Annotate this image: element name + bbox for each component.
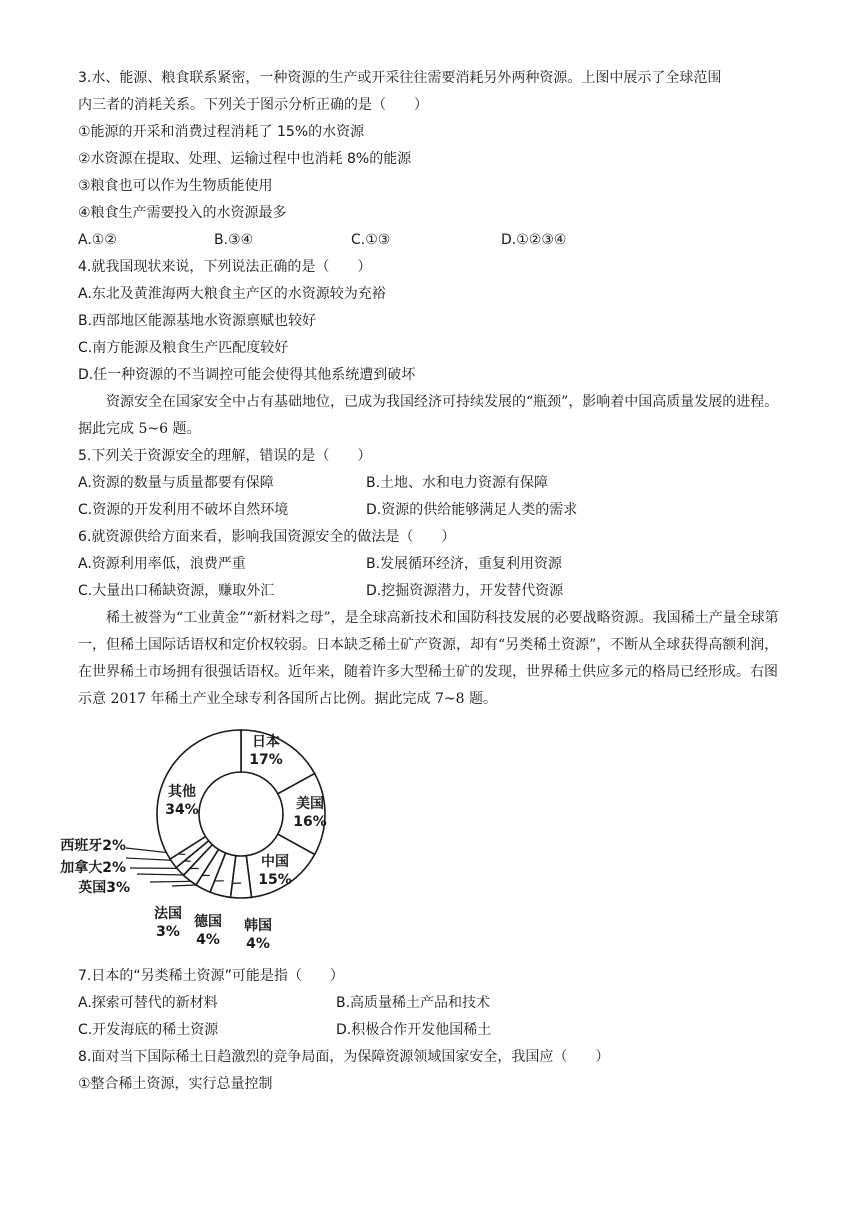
q5-option-b: B.土地、水和电力资源有保障 [366,475,549,491]
q7-stem: 7.日本的“另类稀土资源”可能是指（ ） [78,968,344,984]
q3-item-1: ①能源的开采和消费过程消耗了 15%的水资源 [78,124,365,140]
q8-stem: 8.面对当下国际稀土日趋激烈的竞争局面，为保障资源领域国家安全，我国应（ ） [78,1049,610,1065]
donut-value-4: 4% [196,932,220,948]
donut-label-0: 日本 [252,734,280,750]
q3-stem-line2: 内三者的消耗关系。下列关于图示分析正确的是（ ） [78,97,428,113]
q7-option-a: A.探索可替代的新材料 [78,995,218,1011]
donut-label-2: 中国 [261,854,289,870]
rare-earth-patent-donut-chart [60,716,370,956]
donut-value-5: 3% [156,924,180,940]
donut-value-1: 16% [293,814,327,830]
donut-label-9: 其他 [168,784,196,800]
q3-item-4: ④粮食生产需要投入的水资源最多 [78,205,287,221]
q5-stem: 5.下列关于资源安全的理解，错误的是（ ） [78,448,372,464]
donut-label-1: 美国 [296,796,324,812]
donut-label-5: 法国 [154,906,182,922]
q3-item-2: ②水资源在提取、处理、运输过程中也消耗 8%的能源 [78,151,412,167]
q4-option-d: D.任一种资源的不当调控可能会使得其他系统遭到破坏 [78,367,416,383]
donut-value-0: 17% [249,752,283,768]
q4-option-c: C.南方能源及粮食生产匹配度较好 [78,340,289,356]
passage-rare-earth: 稀土被誉为“工业黄金”“新材料之母”，是全球高新技术和国防科技发展的必要战略资源。我国稀土产量全球第一，但稀土国际话语权和定价权较弱。日本缺乏稀土矿产资源，却有“另类稀土资源”，不断从全球获得高额利润，在世界稀土市场拥有很强话语权。近年来，随着许多大型稀土矿的发现，世界稀土供应多元的格局已经形成。右图示意 2017 年稀土产业全球专利各国所占比例。据此完成 7~8 题。 [78,610,779,707]
q4-option-b: B.西部地区能源基地水资源禀赋也较好 [78,313,317,329]
q8-item-1: ①整合稀土资源，实行总量控制 [78,1076,273,1092]
q7-option-b: B.高质量稀土产品和技术 [336,995,491,1011]
q5-option-d: D.资源的供给能够满足人类的需求 [366,502,578,518]
q5-option-a: A.资源的数量与质量都要有保障 [78,475,274,491]
q3-option-b: B.③④ [214,232,254,248]
q6-option-b: B.发展循环经济，重复利用资源 [366,556,563,572]
q3-stem-line1: 3.水、能源、粮食联系紧密，一种资源的生产或开采往往需要消耗另外两种资源。上图中展示了全球范围 [78,70,722,86]
donut-label-6: 英国3% [78,880,130,896]
q4-stem: 4.就我国现状来说，下列说法正确的是（ ） [78,259,372,275]
donut-label-4: 德国 [194,914,222,930]
donut-value-9: 34% [165,802,199,818]
q6-option-d: D.挖掘资源潜力，开发替代资源 [366,583,564,599]
q3-option-c: C.①③ [351,232,391,248]
q3-item-3: ③粮食也可以作为生物质能使用 [78,178,273,194]
donut-label-8: 西班牙2% [60,838,126,854]
passage-resource-security: 资源安全在国家安全中占有基础地位，已成为我国经济可持续发展的“瓶颈”，影响着中国高质量发展的进程。据此完成 5~6 题。 [78,394,779,437]
donut-value-3: 4% [246,936,270,952]
donut-value-2: 15% [258,872,292,888]
q7-option-c: C.开发海底的稀土资源 [78,1022,219,1038]
q5-option-c: C.资源的开发利用不破坏自然环境 [78,502,289,518]
q3-option-d: D.①②③④ [501,232,567,248]
q6-option-a: A.资源利用率低，浪费严重 [78,556,246,572]
q6-stem: 6.就资源供给方面来看，影响我国资源安全的做法是（ ） [78,529,456,545]
donut-label-7: 加拿大2% [60,860,126,876]
q6-option-c: C.大量出口稀缺资源，赚取外汇 [78,583,275,599]
donut-label-3: 韩国 [244,918,272,934]
q7-option-d: D.积极合作开发他国稀土 [336,1022,492,1038]
q3-option-a: A.①② [78,232,117,248]
q4-option-a: A.东北及黄淮海两大粮食主产区的水资源较为充裕 [78,286,386,302]
